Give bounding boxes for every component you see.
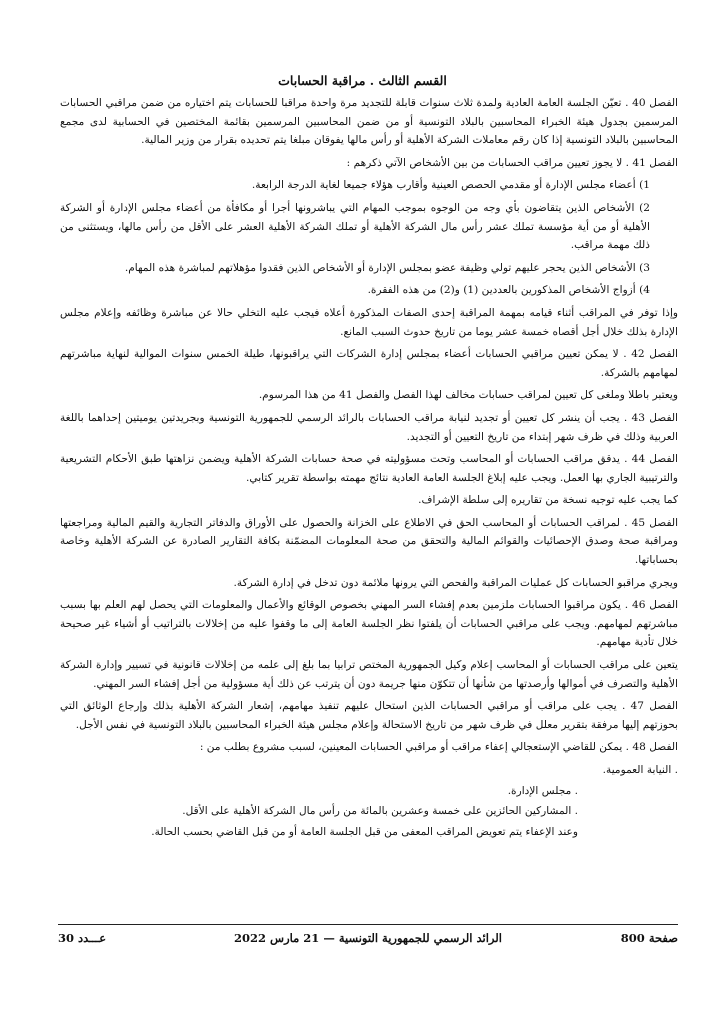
paragraph: الفصل 43 . يجب أن ينشر كل تعيين أو تجديد لنيابة مراقب الحسابات بالرائد الرسمي للجمهورية التونسية وبجريدتين يوميتين إحداهما باللغة العربية وذلك في ظرف شهر إبتداء من تاريخ التعيين أو التجديد.	[60, 411, 679, 443]
list-item: . المشاركين الحائزين على خمسة وعشرين بالمائة من رأس مال الشركة الأهلية على الأقل.	[182, 805, 578, 818]
paragraph: الفصل 46 . يكون مراقبوا الحسابات ملزمين بعدم إفشاء السر المهني بخصوص الوقائع والأعمال والمعلومات التي يحصل لهم العلم بها بسبب مباشرتهم لمهامهم. ويجب على مراقبي الحسابات أن يلفتوا نظر الجلسة العامة إلى ما وقفوا عليه من إخلالات بالتراتيب أو أشياء غير صحيحة خلال تأدية مهامهم.	[60, 599, 679, 649]
paragraph: الفصل 44 . يدقق مراقب الحسابات أو المحاسب وتحت مسؤوليته في صحة حسابات الشركة الأهلية ويضمن نزاهتها طبق الأحكام التشريعية والترتيبية الجاري بها العمل. ويجب عليه إبلاغ الجلسة العامة العادية نتائج مهمته بواسطة تقرير كتابي.	[60, 453, 678, 484]
paragraph: الفصل 47 . يجب على مراقب أو مراقبي الحسابات الذين استحال عليهم تنفيذ مهامهم، إشعار الشركة الأهلية بذلك وإرجاع الوثائق التي بحوزتهم إليها مرفقة بتقرير معلل في ظرف شهر من تاريخ الاستحالة وإعلام مجلس هيئة الخبراء المحاسبين بالبلاد التونسية في نفس الأجل.	[60, 700, 678, 731]
list-item: . مجلس الإدارة.	[507, 784, 578, 797]
footer-divider	[58, 924, 678, 925]
list-item: 4) أزواج الأشخاص المذكورين بالعددين (1) و(2) من هذه الفقرة.	[367, 284, 650, 297]
paragraph: الفصل 48 . يمكن للقاضي الإستعجالي إعفاء مراقب أو مراقبي الحسابات المعينين، لسبب مشروع بطلب من :	[199, 741, 678, 754]
issue-number: عـــدد 30	[58, 931, 107, 945]
list-item: وعند الإعفاء يتم تعويض المراقب المعفى من قبل الجلسة العامة أو من قبل القاضي بحسب الحالة.	[151, 825, 578, 838]
paragraph: وإذا توفر في المراقب أثناء قيامه بمهمة المراقبة إحدى الصفات المذكورة أعلاه فيجب عليه التخلي حالا عن مباشرة وظائفه وإعلام مجلس الإدارة بذلك خلال أجل أقصاه خمسة عشر يوما من تاريخ حدوث السبب المانع.	[60, 306, 678, 338]
paragraph: كما يجب عليه توجيه نسخة من تقاريره إلى سلطة الإشراف.	[418, 494, 678, 507]
list-item: 1) أعضاء مجلس الإدارة أو مقدمي الحصص العينية وأقارب هؤلاء جميعا لغاية الدرجة الرابعة.	[251, 179, 650, 192]
section-title: القسم الثالث . مراقبة الحسابات	[278, 73, 447, 88]
paragraph: ويجري مراقبو الحسابات كل عمليات المراقبة والفحص التي يرونها ملائمة دون تدخل في إدارة الشركة.	[233, 576, 678, 589]
list-item: 3) الأشخاص الذين يحجر عليهم تولي وظيفة عضو بمجلس الإدارة أو الأشخاص الذين فقدوا مؤهلاتهم لمباشرة هذه المهام.	[124, 261, 650, 274]
document-body	[60, 94, 678, 845]
paragraph: يتعين على مراقب الحسابات أو المحاسب إعلام وكيل الجمهورية المختص ترابيا بما بلغ إلى علمه من إخلالات قانونية في تسيير وإدارة الشركة الأهلية والتصرف في أموالها وأرصدتها من شأنها أن تتكوّن منها جريمة دون أن يترتب عن ذلك أية مسؤولية من أجل إفشاء السر المهني.	[60, 659, 678, 690]
paragraph: . النيابة العمومية.	[602, 764, 678, 776]
page-number: صفحة 800	[620, 931, 678, 945]
paragraph: الفصل 40 . تعيّن الجلسة العامة العادية ولمدة ثلاث سنوات قابلة للتجديد مرة واحدة مراقبا للحسابات يتم اختياره من ضمن مراقبي الحسابات المرسمين بجدول هيئة الخبراء المحاسبين بالبلاد التونسية أو من ضمن المحاسبين المرسمين بقائمة المختصين في الحسابية لدى مجمع المحاسبين بالبلاد التونسية إذا كان رقم معاملات الشركة الأهلية أو رأس مالها يفوقان مبلغا يتم تحديده بقرار من وزير المالية.	[60, 97, 679, 147]
paragraph: ويعتبر باطلا وملغى كل تعيين لمراقب حسابات مخالف لهذا الفصل والفصل 41 من هذا المرسوم.	[258, 389, 678, 402]
list-item: 2) الأشخاص الذين يتقاضون بأي وجه من الوجوه بموجب المهام التي يباشرونها أجرا أو مكافأة من أعضاء مجلس الإدارة أو الشركة الأهلية أو من أية مؤسسة تملك عشر رأس مال الشركة الأهلية أو تملك الشركة الأهلية العشر على الأقل من رأس مالها، ويستثنى من ذلك مهمة مراقب.	[60, 201, 650, 252]
page-footer	[58, 931, 678, 949]
gazette-title: الرائد الرسمي للجمهورية التونسية — 21 مارس 2022	[234, 931, 502, 945]
paragraph: الفصل 45 . لمراقب الحسابات أو المحاسب الحق في الاطلاع على الخزانة والحصول على الأوراق والدفاتر التجارية والقيم المالية ومراجعتها ومراقبة صحة وصدق الإحصائيات والقوائم المالية والتحقق من صحة المعلومات المضمّنة بكافة التقارير الصادرة عن الشركة الأهلية وخاصة بحساباتها.	[60, 516, 679, 567]
paragraph: الفصل 42 . لا يمكن تعيين مراقبي الحسابات أعضاء بمجلس إدارة الشركات التي يراقبونها، طيلة الخمس سنوات الموالية لنهاية مباشرتهم لمهامهم بالشركة.	[60, 348, 678, 379]
paragraph: الفصل 41 . لا يجوز تعيين مراقب الحسابات من بين الأشخاص الآتي ذكرهم :	[346, 156, 678, 169]
